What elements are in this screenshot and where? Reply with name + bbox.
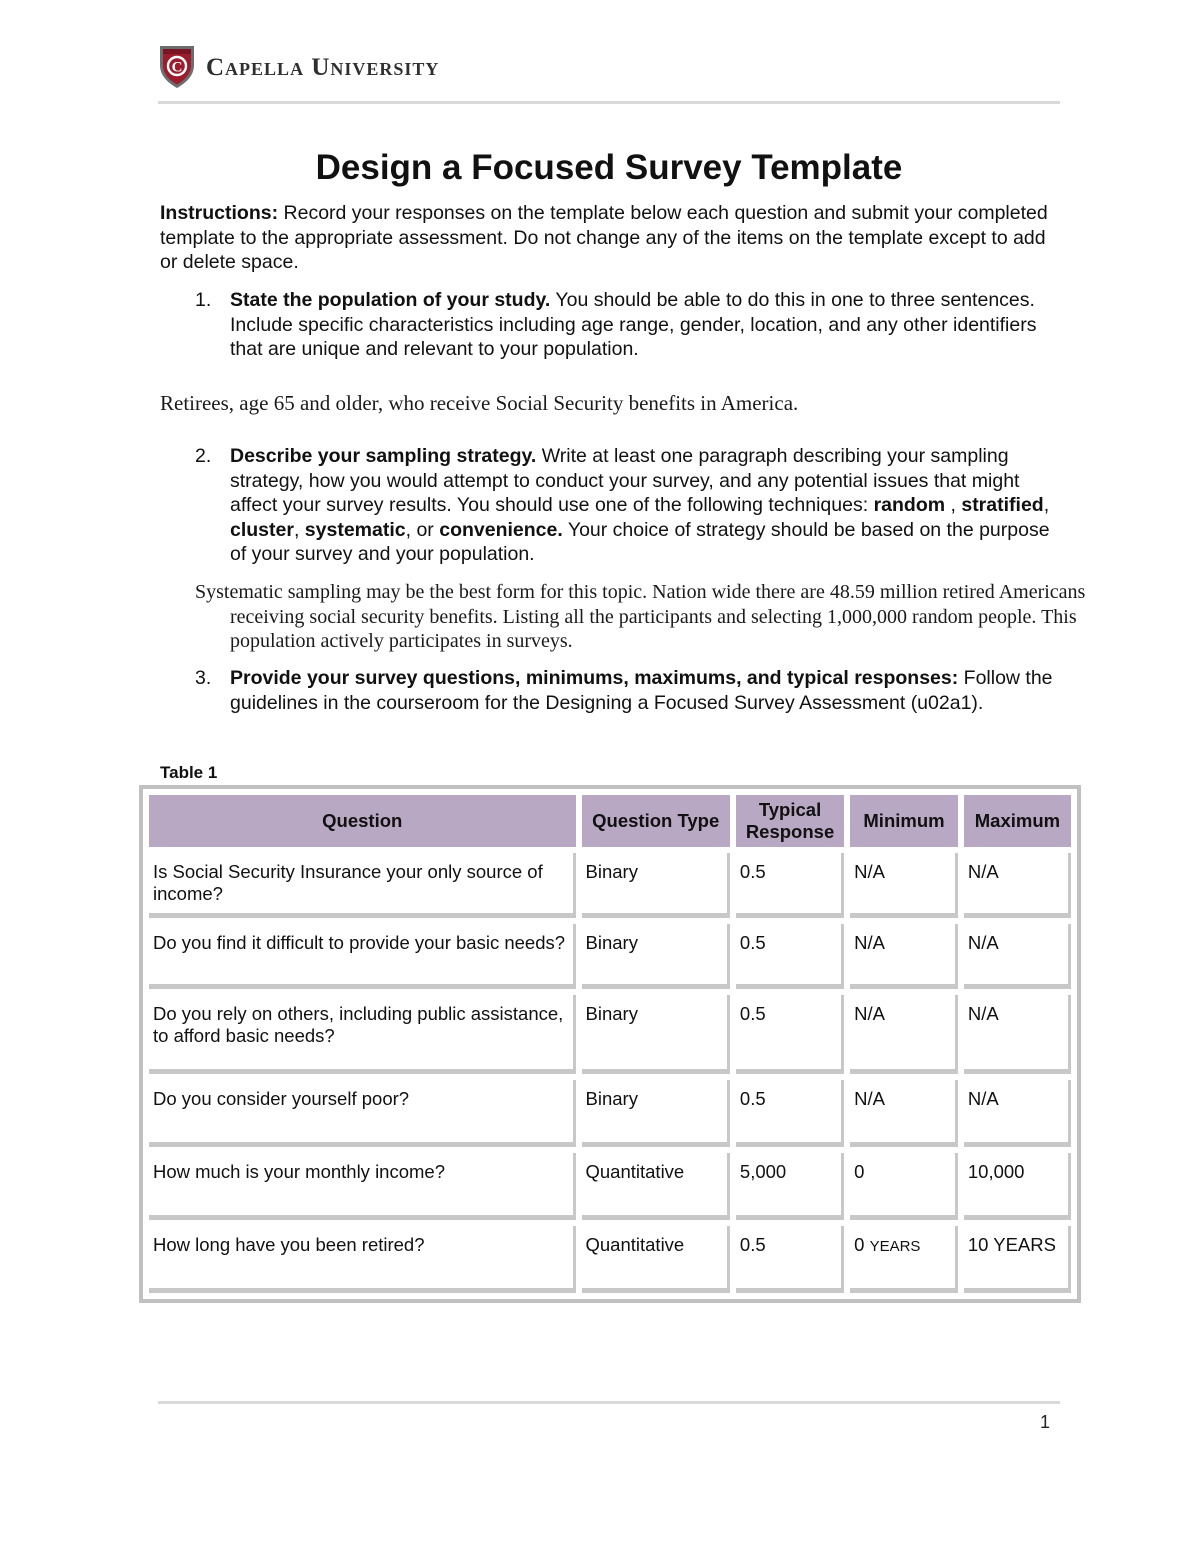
question-2 [160, 444, 1060, 567]
page-title: Design a Focused Survey Template [315, 148, 903, 187]
header-divider [158, 101, 1060, 104]
question-number: 2. [195, 445, 212, 467]
technique-systematic: systematic [304, 518, 406, 541]
header-question-type: Question Type [582, 795, 730, 847]
cell-question: How long have you been retired? [149, 1226, 576, 1293]
cell-minimum: N/A [850, 924, 958, 989]
cell-type: Binary [582, 995, 730, 1074]
cell-type: Binary [582, 853, 730, 918]
header-typical-response: Typical Response [736, 795, 844, 847]
separator: , [945, 494, 962, 516]
sampling-answer: Systematic sampling may be the best form for this topic. Nation wide there are 48.59 million retired Americans receiving social security benefits. Listing all the participants and selecting 1,000,000 random people. This population actively participates in surveys. [195, 581, 1086, 652]
question-3 [160, 666, 1060, 715]
university-name: Capella University [206, 54, 440, 81]
separator: , [1043, 494, 1050, 516]
cell-maximum: 10,000 [964, 1153, 1071, 1220]
table-row [149, 995, 1071, 1074]
question-bold-lead: State the population of your study. [230, 289, 551, 311]
cell-typical: 0.5 [736, 853, 844, 918]
cell-typical: 0.5 [736, 1226, 844, 1293]
cell-typical: 0.5 [736, 1080, 844, 1147]
cell-maximum: N/A [964, 1080, 1071, 1147]
question-number: 1. [195, 289, 212, 311]
table-row [149, 1153, 1071, 1220]
instructions-label: Instructions: [160, 202, 279, 224]
instructions-paragraph [160, 201, 1060, 275]
cell-maximum: 10 YEARS [964, 1226, 1071, 1293]
cell-minimum: N/A [850, 995, 958, 1074]
technique-convenience: convenience. [439, 518, 563, 541]
page-header [158, 40, 1060, 106]
header-maximum: Maximum [964, 795, 1071, 847]
cell-maximum: N/A [964, 924, 1071, 989]
table-row [149, 924, 1071, 989]
cell-question: Do you consider yourself poor? [149, 1080, 576, 1147]
cell-type: Binary [582, 924, 730, 989]
cell-type: Binary [582, 1080, 730, 1147]
cell-minimum: N/A [850, 1080, 958, 1147]
cell-typical: 0.5 [736, 995, 844, 1074]
cell-typical: 5,000 [736, 1153, 844, 1220]
cell-minimum: 0 [850, 1153, 958, 1220]
cell-question: Is Social Security Insurance your only source of income? [149, 853, 576, 918]
instructions-text: Record your responses on the template below each question and submit your completed template to the appropriate assessment. Do not change any of the items on the template except to add or delete space. [160, 202, 1048, 273]
header-minimum: Minimum [850, 795, 958, 847]
min-unit: YEARS [869, 1238, 921, 1255]
technique-random: random [873, 494, 946, 516]
question-text: Follow the guidelines in the courseroom for the Designing a Focused Survey Assessment (u02a1). [230, 667, 1053, 714]
separator: , [293, 518, 305, 541]
table-header-row [149, 795, 1071, 847]
question-bold-lead: Describe your sampling strategy. [230, 445, 537, 467]
header-question: Question [149, 795, 576, 847]
cell-minimum: N/A [850, 853, 958, 918]
table-row [149, 1226, 1071, 1293]
min-number: 0 [854, 1234, 865, 1255]
cell-maximum: N/A [964, 853, 1071, 918]
technique-stratified: stratified [961, 494, 1044, 516]
cell-maximum: N/A [964, 995, 1071, 1074]
cell-question: How much is your monthly income? [149, 1153, 576, 1220]
logo-letter: C [171, 59, 183, 76]
capella-shield-icon [158, 43, 196, 89]
cell-question: Do you rely on others, including public assistance, to afford basic needs? [149, 995, 576, 1074]
question-text: You should be able to do this in one to three sentences. Include specific characteristics including age range, gender, location, and any other identifiers that are unique and relevant to your population. [230, 289, 1037, 360]
question-bold-lead: Provide your survey questions, minimums, maximums, and typical responses: [230, 667, 959, 689]
cell-typical: 0.5 [736, 924, 844, 989]
population-answer: Retirees, age 65 and older, who receive Social Security benefits in America. [160, 391, 799, 415]
survey-table [139, 785, 1081, 1303]
question-text-end: Your choice of strategy should be based on the purpose of your survey and your population. [230, 518, 1050, 565]
technique-cluster: cluster [230, 518, 294, 541]
separator: , or [405, 518, 440, 541]
cell-question: Do you find it difficult to provide your basic needs? [149, 924, 576, 989]
footer-divider [158, 1401, 1060, 1404]
question-1 [160, 288, 1060, 362]
table-row [149, 853, 1071, 918]
table-caption: Table 1 [160, 763, 218, 782]
cell-minimum [850, 1226, 958, 1293]
cell-type: Quantitative [582, 1226, 730, 1293]
page-number: 1 [1039, 1412, 1050, 1432]
question-text: Write at least one paragraph describing your sampling strategy, how you would attempt to conduct your survey, and any potential issues that might affect your survey results. You should use one of the following techniques: [230, 445, 1020, 516]
question-number: 3. [195, 667, 212, 689]
table-row [149, 1080, 1071, 1147]
cell-type: Quantitative [582, 1153, 730, 1220]
